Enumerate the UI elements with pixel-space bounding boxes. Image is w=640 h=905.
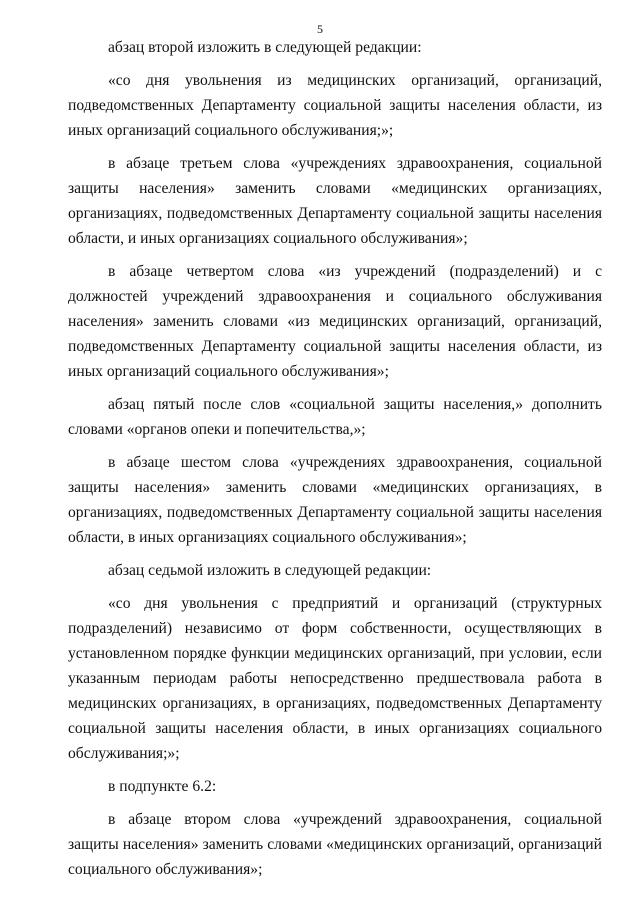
document-body [68, 35, 602, 890]
paragraph: в абзаце четвертом слова «из учреждений (подразделений) и с должностей учреждений здравоохранения и социального обслуживания населения» заменить словами «из медицинских организаций, организаций, подведомственных Департаменту социальной защиты населения области, из иных организаций социального обслуживания»; [68, 263, 602, 380]
paragraph: «со дня увольнения с предприятий и организаций (структурных подразделений) независимо от форм собственности, осуществляющих в установленном порядке функции медицинских организаций, при условии, если указанным периодам работы непосредственно предшествовала работа в медицинских организациях, в организациях, подведомственных Департаменту социальной защиты населения области, в иных организациях социального обслуживания;»; [68, 595, 602, 762]
paragraph: в абзаце втором слова «учреждений здравоохранения, социальной защиты населения» заменить словами «медицинских организаций, организаций социального обслуживания»; [68, 811, 602, 878]
paragraph: абзац пятый после слов «социальной защиты населения,» дополнить словами «органов опеки и попечительства,»; [68, 396, 602, 438]
paragraph: в абзаце шестом слова «учреждениях здравоохранения, социальной защиты населения» заменить словами «медицинских организациях, в организациях, подведомственных Департаменту социальной защиты населения области, в иных организациях социального обслуживания»; [68, 454, 602, 546]
paragraph: «со дня увольнения из медицинских организаций, организаций, подведомственных Департаменту социальной защиты населения области, из иных организаций социального обслуживания;»; [68, 72, 602, 139]
paragraph: в подпункте 6.2: [108, 778, 217, 795]
page-number: 5 [317, 22, 323, 36]
paragraph: в абзаце третьем слова «учреждениях здравоохранения, социальной защиты населения» заменить словами «медицинских организациях, организациях, подведомственных Департаменту социальной защиты населения области, и иных организациях социального обслуживания»; [68, 155, 602, 247]
paragraph: абзац второй изложить в следующей редакции: [108, 39, 422, 56]
paragraph: абзац седьмой изложить в следующей редакции: [108, 562, 432, 579]
